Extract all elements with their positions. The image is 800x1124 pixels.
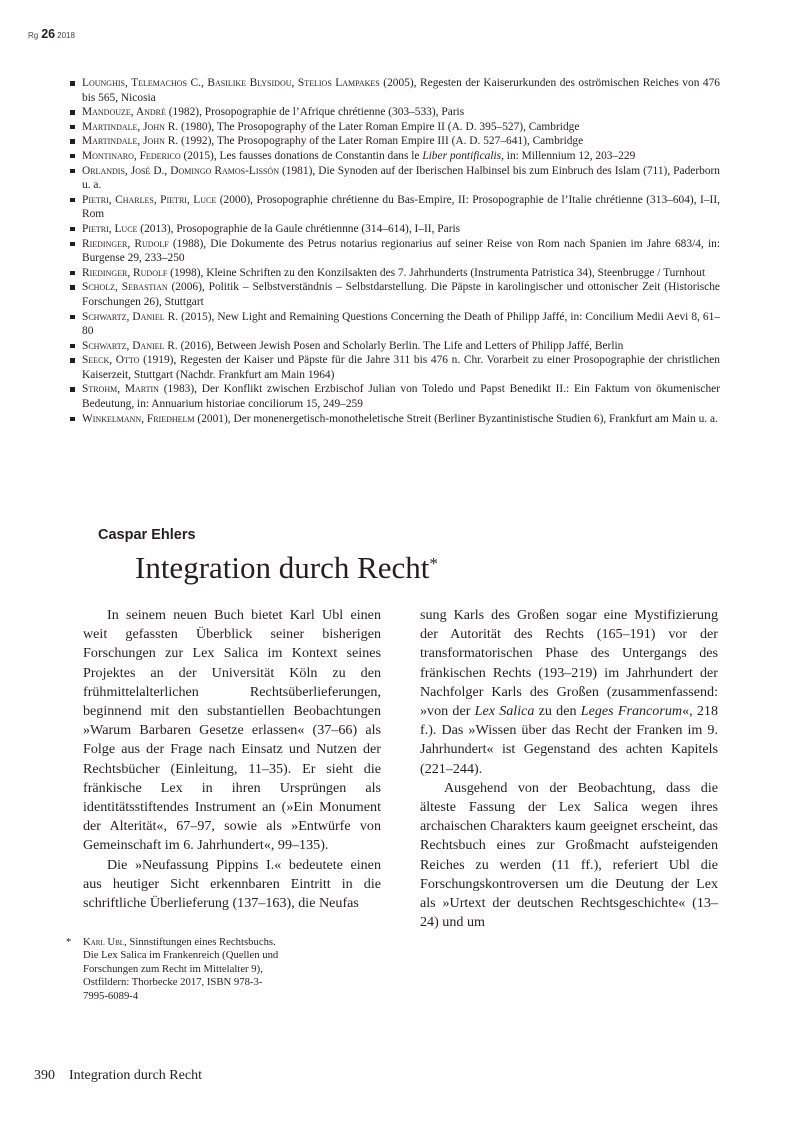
entry-text: (1919), Regesten der Kaiser und Päpste für die Jahre 311 bis 476 n. Chr. Vorarbeit zu einer Prosopographie der christlichen Kaiserzeit, Stuttgart (Nachdr. Frankfurt am Main 1964) (82, 354, 720, 381)
entry-author: Lounghis, Telemachos C., Basilike Blysidou, Stelios Lampakes (82, 77, 380, 89)
entry-text: (2013), Prosopographie de la Gaule chrétiennne (314–614), I–II, Paris (137, 222, 461, 235)
entry-text: (1983), Der Konflikt zwischen Erzbischof Julian von Toledo und Papst Benedikt II.: Ein Faktum von ökumenischer Bedeutung, in: Annuarium historiae conciliorum 15, 249–259 (82, 383, 720, 411)
entry-text: (2015), Les fausses donations de Constantin dans le (180, 149, 423, 162)
paragraph: Ausgehend von der Beobachtung, dass die älteste Fassung der Lex Salica wegen ihres archaischen Charakters kaum geeignet erscheint, das Rechtsbuch eines zur Großmacht aufsteigenden Reiches zu werden (11 ff.), referiert Ubl die Forschungskontroversen um die Deutung der Lex als »Urtext der deutschen Rechtsgeschichte« (13–24) und um (420, 779, 718, 931)
entry-author: Strohm, Martin (82, 383, 159, 396)
bibliography-entry (70, 339, 720, 354)
article-title-text: Integration durch Recht (135, 550, 430, 585)
bibliography-entry (70, 382, 720, 411)
entry-text: (2005), Regesten der Kaiserurkunden des oströmischen Reiches von 476 bis 565, Nicosia (82, 77, 721, 104)
entry-text: (1981), Die Synoden auf der Iberischen Halbinsel bis zum Einbruch des Islam (711), Paderborn u. a. (82, 164, 720, 192)
text-column-left (83, 606, 381, 913)
entry-text: , in: Millennium 12, 203–229 (501, 149, 636, 162)
bibliography-list (70, 76, 720, 426)
bibliography-entry (70, 134, 720, 149)
paragraph-continued (420, 606, 718, 779)
entry-author: Mandouze, André (82, 106, 166, 119)
italic-text: Leges Francorum (580, 703, 683, 720)
bibliography-entry (70, 222, 720, 237)
page-number: 390 (34, 1068, 55, 1083)
bibliography-entry (70, 280, 720, 309)
entry-author: Martindale, John R. (82, 135, 179, 148)
article-author: Caspar Ehlers (98, 527, 196, 543)
journal-abbrev: Rg (28, 31, 39, 40)
entry-text: (2016), Between Jewish Posen and Scholarly Berlin. The Life and Letters of Philipp Jaffé, Berlin (177, 339, 624, 352)
entry-author: Winkelmann, Friedhelm (82, 412, 195, 425)
entry-text: (1982), Prosopographie de l’Afrique chrétienne (303–533), Paris (165, 106, 465, 119)
journal-mark (28, 25, 75, 43)
entry-author: Riedinger, Rudolf (82, 266, 168, 279)
entry-author: Seeck, Otto (82, 354, 140, 367)
journal-volume: 26 (41, 27, 56, 41)
entry-text: (1988), Die Dokumente des Petrus notarius regionarius auf seiner Reise von Rom nach Spanien im Jahre 683/4, in: Burgense 29, 233–250 (82, 237, 721, 265)
entry-italic-text: Liber pontificalis (422, 149, 502, 162)
bibliography-entry (70, 353, 720, 382)
footnote-text: , Sinnstiftungen eines Rechtsbuchs. Die Lex Salica im Frankenreich (Quellen und Forschungen zum Recht im Mittelalter 9), Ostfildern: Thorbecke 2017, ISBN 978-3-7995-6089-4 (83, 936, 279, 1002)
bibliography-entry (70, 149, 720, 164)
bibliography-entry (70, 76, 720, 105)
entry-author: Schwartz, Daniel R. (82, 310, 179, 323)
entry-author: Orlandis, José D., Domingo Ramos-Lissón (82, 164, 279, 177)
article-title (135, 548, 438, 588)
running-title: Integration durch Recht (69, 1068, 202, 1083)
bibliography-entry (70, 120, 720, 135)
entry-author: Pietri, Charles, Pietri, Luce (82, 193, 217, 206)
bibliography-entry (70, 266, 720, 281)
text-column-right (420, 606, 718, 932)
footnote-author: Karl Ubl (83, 936, 125, 948)
bibliography-entry (70, 412, 720, 427)
text-run: sung Karls des Großen sogar eine Mystifizierung der Autorität des Rechts (165–191) vor der transformatorischen Phase des Untergangs des fränkischen Rechts (193–219) im Jahrhundert der Nachfolger Karls des Großen (zusammenfassend: »von der (420, 607, 718, 720)
bibliography-entry (70, 237, 720, 266)
text-run: «, 218 f.). Das »Wissen über das Recht der Franken im 9. Jahrhundert« ist Gegenstand des achten Kapitels (221–244). (420, 703, 719, 777)
footnote-marker: * (66, 936, 72, 948)
entry-author: Montinaro, Federico (82, 149, 181, 162)
bibliography-entry (70, 105, 720, 120)
paragraph: Die »Neufassung Pippins I.« bedeutete einen aus heutiger Sicht erkennbaren Eintritt in die schriftliche Überlieferung (137–163), die Neufas (83, 856, 381, 912)
entry-author: Riedinger, Rudolf (82, 237, 169, 250)
entry-text: (2015), New Light and Remaining Questions Concerning the Death of Philipp Jaffé, in: Concilium Medii Aevi 8, 61–80 (82, 310, 720, 338)
entry-text: (1980), The Prosopography of the Later Roman Empire II (A. D. 395–527), Cambridge (178, 120, 580, 133)
paragraph: In seinem neuen Buch bietet Karl Ubl einen weit gefassten Überblick seiner bisherigen Forschungen zur Lex Salica im Kontext seines Projektes an der Universität Köln zu den frühmittelalterlichen Rechtsüberlieferungen, beginnend mit den substantiellen Beobachtungen »Warum Barbaren Gesetze erlassen« (37–66) als Folge aus der Frage nach Einsatz und Nutzen der Rechtsbücher (Einleitung, 11–35). Er sieht die fränkische Lex in ihren Ursprüngen als identitätsstiftendes Instrument an (»Ein Monument der Alterität«, 67–97, sowie als »Entwürfe von Gemeinschaft im 6. Jahrhundert«, 99–135). (83, 607, 381, 854)
entry-author: Schwartz, Daniel R. (82, 339, 178, 352)
entry-text: (2000), Prosopographie chrétienne du Bas-Empire, II: Prosopographie de l’Italie chrétienne (313–604), I–II, Rom (82, 193, 720, 221)
entry-author: Scholz, Sebastian (82, 281, 168, 294)
entry-author: Pietri, Luce (82, 222, 138, 235)
title-footnote-marker: * (429, 554, 438, 573)
italic-text: Lex Salica (474, 703, 535, 720)
footnote (66, 936, 281, 1003)
journal-year: 2018 (57, 31, 75, 40)
bibliography-entry (70, 310, 720, 339)
page-footer (34, 1068, 202, 1084)
entry-text: (2001), Der monenergetisch-monotheletische Streit (Berliner Byzantinistische Studien 6), Frankfurt am Main u. a. (194, 412, 718, 425)
entry-author: Martindale, John R. (82, 120, 179, 133)
entry-text: (1992), The Prosopography of the Later Roman Empire III (A. D. 527–641), Cambridge (178, 135, 584, 148)
text-run: zu den (534, 703, 581, 720)
bibliography-entry (70, 193, 720, 222)
entry-text: (2006), Politik – Selbstverständnis – Selbstdarstellung. Die Päpste in karolingischer und ottonischer Zeit (Historische Forschungen 26), Stuttgart (82, 281, 720, 308)
entry-text: (1998), Kleine Schriften zu den Konzilsakten des 7. Jahrhunderts (Instrumenta Patristica 34), Steenbrugge / Turnhout (167, 266, 706, 279)
bibliography-entry (70, 164, 720, 193)
footnote-body (83, 936, 281, 1003)
